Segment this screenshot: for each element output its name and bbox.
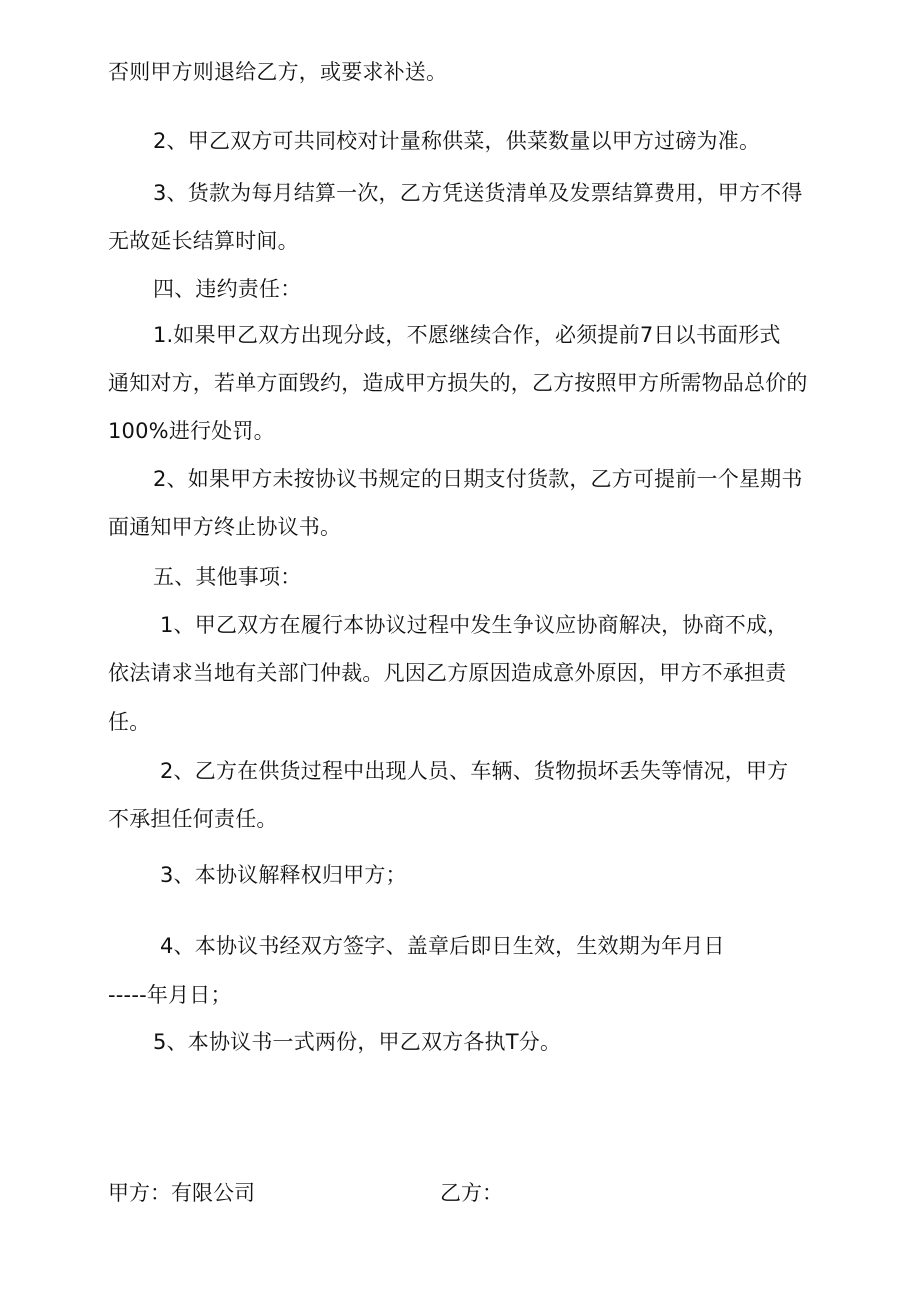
section-heading: 四、违约责任： (153, 277, 302, 301)
section-heading: 五、其他事项： (153, 565, 302, 589)
paragraph-line: 任。 (108, 710, 151, 734)
paragraph-line: 不承担任何责任。 (108, 807, 278, 831)
paragraph-line: 3、本协议解释权归甲方； (160, 863, 407, 887)
paragraph-line: 1.如果甲乙双方出现分歧，不愿继续合作，必须提前7日以书面形式 (153, 323, 781, 347)
paragraph-line: 100%进行处罚。 (108, 419, 275, 443)
paragraph-line: 无故延长结算时间。 (108, 229, 299, 253)
paragraph-line: 2、如果甲方未按协议书规定的日期支付货款，乙方可提前一个星期书 (153, 467, 803, 491)
paragraph-line: 面通知甲方终止协议书。 (108, 515, 342, 539)
paragraph-line: 通知对方，若单方面毁约，造成甲方损失的，乙方按照甲方所需物品总价的 (108, 371, 808, 395)
party-a-signature: 甲方：有限公司 (108, 1181, 255, 1205)
paragraph-line: 1、甲乙双方在履行本协议过程中发生争议应协商解决，协商不成， (160, 613, 789, 637)
paragraph-line: 2、甲乙双方可共同校对计量称供菜，供菜数量以甲方过磅为准。 (153, 129, 761, 153)
paragraph-line: -----年月日； (108, 983, 232, 1007)
paragraph-line: 3、货款为每月结算一次，乙方凭送货清单及发票结算费用，甲方不得 (153, 181, 803, 205)
paragraph-line: 5、本协议书一式两份，甲乙双方各执T分。 (153, 1030, 562, 1054)
party-b-signature: 乙方： (440, 1181, 503, 1205)
paragraph-line: 否则甲方则退给乙方，或要求补送。 (108, 60, 448, 84)
paragraph-line: 2、乙方在供货过程中出现人员、车辆、货物损坏丢失等情况，甲方 (160, 759, 789, 783)
paragraph-line: 依法请求当地有关部门仲裁。凡因乙方原因造成意外原因，甲方不承担责 (108, 661, 787, 685)
paragraph-line: 4、本协议书经双方签字、盖章后即日生效，生效期为年月日 (160, 934, 725, 958)
